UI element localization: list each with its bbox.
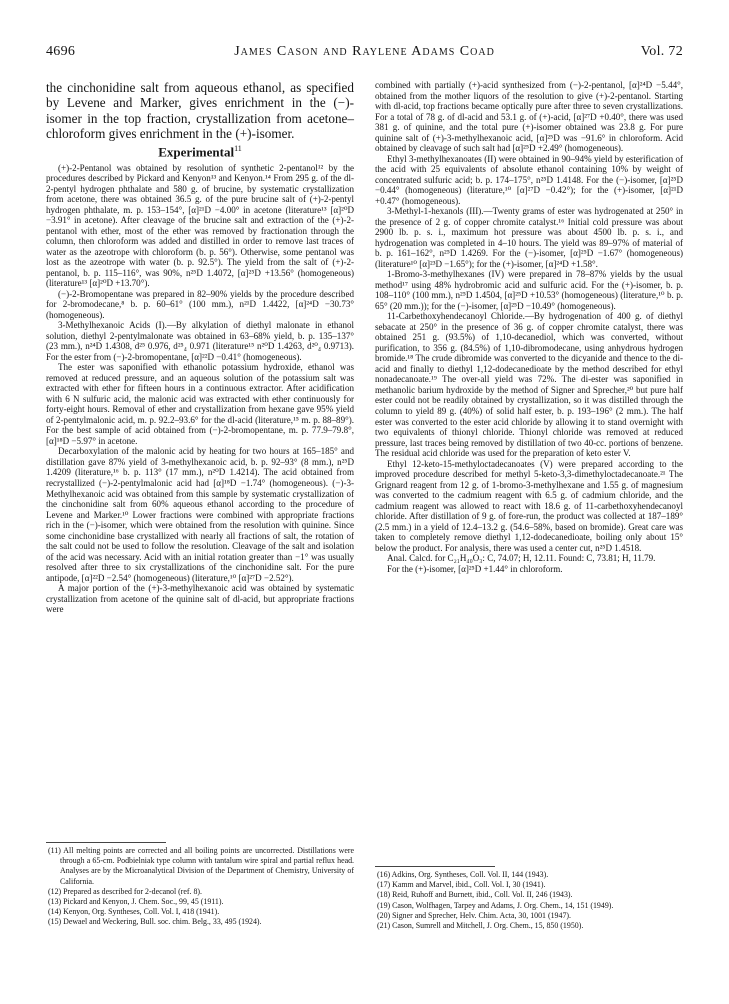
analysis-line: Anal. Calcd. for C₂₁H₄₀O₃: C, 74.07; H, 12.11. Found: C, 73.81; H, 11.79. [387, 553, 656, 564]
paragraph: Decarboxylation of the malonic acid by heating for two hours at 165–185° and distillation gave 87% yield of 3-methylhexanoic acid, b. p. 92–93° (8 mm.), n²⁵D 1.4209 (literature,¹⁶ b. p. 113° (17 mm.), n²⁰D 1.4214). The acid obtained from recrystallized (−)-2-pentylmalonic acid had [α]¹⁸D −1.74° (homogeneous). (−)-3-Methylhexanoic acid was obtained from this sample by systematic crystallization of the cinchonidine salt from 60% aqueous ethanol according to the procedure of Levene and Marker.¹⁰ Lower fractions were combined with appropriate fractions rich in the (−)-isomer, which were obtained from the resolution with quinine. Since some cinchonidine base crystallized with nearly all fractions of salt, the rotation of the salt could not be used to follow the resolution. Cleavage of the salt and isolation of the acid was necessary. Acid with an initial rotation greater than −1° was usually resolved after three to six crystallizations of the cinchonidine salt. For the pure antipode, [α]²²D −2.54° (homogeneous) (literature,¹⁰ [α]²⁷D −2.52°). [46, 446, 354, 583]
paragraph: (−)-2-Bromopentane was prepared in 82–90% yields by the procedure described for 2-bromodecane,⁸ b. p. 60–61° (100 mm.), n²¹D 1.4422, [α]²⁴D −30.73° (homogeneous). [46, 288, 354, 320]
paragraph: (+)-2-Pentanol was obtained by resolution of synthetic 2-pentanol¹² by the procedures described by Pickard and Kenyon¹³ and Kenyon.¹⁴ From 295 g. of the dl-2-pentyl hydrogen phthalate and 580 g. of brucine, by systematic crystallization from acetone, there was obtained 36.5 g. of the pure brucine salt of (+)-2-pentyl hydrogen phthalate, m. p. 153–154°, [α]²¹D −4.00° in acetone (literature¹³ [α]²⁰D −3.91° in acetone). After cleavage of the brucine salt and extraction of the (+)-2-pentanol with ether, most of the ether was removed by fractionation through the column, then chloroform was added and distilled in order to remove last traces of water as the azeotrope with chloroform (b. p. 56°). Otherwise, some pentanol was lost as the azeotrope with water (b. p. 92.5°). The yield from the salt of (+)-2-pentanol, b. p. 115–116°, was 90%, n²⁵D 1.4072, [α]²⁵D +13.56° (homogeneous) (literature¹³ [α]²⁰D +13.70°). [46, 162, 354, 289]
paragraph: combined with partially (+)-acid synthesized from (−)-2-pentanol, [α]²⁴D −5.44°, obtained from the mother liquors of the resolution to give (+)-2-pentanol. Starting with dl-acid, top fractions became optically pure after three to seven crystallizations. For a total of 78 g. of dl-acid and 53.1 g. of (+)-acid, [α]²⁷D +0.40°, there was used 381 g. of quinine, and the total pure (+)-isomer obtained was 23.8 g. For pure quinine salt of (+)-3-methylhexanoic acid, [α]²⁵D was −91.6° in chloroform. Acid obtained by cleavage of such salt had [α]²⁵D +2.49° (homogeneous). [375, 80, 683, 154]
paragraph: Ethyl 3-methylhexanoates (II) were obtained in 90–94% yield by esterification of the acid with 25 equivalents of absolute ethanol containing 10% by weight of concentrated sulfuric acid; b. p. 174–175°, n²⁵D 1.4148. For the (−)-isomer, [α]²⁵D −0.44° (homogeneous) (literature,¹⁰ [α]²⁷D −0.42°); for the (+)-isomer, [α]²¹D +0.47° (homogeneous). [375, 153, 683, 206]
footnote: (18) Reid, Ruhoff and Burnett, ibid., Coll. Vol. II, 246 (1943). [377, 890, 573, 900]
paragraph: 3-Methyl-1-hexanols (III).—Twenty grams of ester was hydrogenated at 250° in the presence of 2 g. of copper chromite catalyst.¹⁶ Initial cold pressure was about 2900 lb. p. s. i., maximum hot pressure was about 4500 lb. p. s. i., and hydrogenation was completed in 4–10 hours. The yield was 89–97% of material of b. p. 161–162°, n²⁵D 1.4269. For the (−)-isomer, [α]²⁵D −1.67° (homogeneous) (literature¹⁰ [α]²³D −1.65°); for the (+)-isomer, [α]²⁴D +1.58°. [375, 206, 683, 269]
right-column [375, 80, 683, 574]
footnote: (13) Pickard and Kenyon, J. Chem. Soc., 99, 45 (1911). [48, 897, 224, 907]
footnotes-left [46, 838, 354, 928]
paragraph: A major portion of the (+)-3-methylhexanoic acid was obtained by systematic crystallization from acetone of the quinine salt of dl-acid, but appropriate fractions were [46, 583, 354, 615]
section-heading-text: Experimental [158, 144, 235, 160]
footnote: (11) All melting points are corrected and all boiling points are uncorrected. Distillations were through a 65-cm. Podbielniak type column with tantalum wire spiral and partial reflux head. Analyses are by the Microanalytical Division of the Department of Chemistry, University of California. [48, 846, 354, 886]
intro-paragraph: the cinchonidine salt from aqueous ethanol, as specified by Levene and Marker, gives enrichment in the (−)-isomer in the top fraction, crystallization from acetone–chloroform gives enrichment in the (+)-isomer. [46, 80, 354, 141]
footnote: (14) Kenyon, Org. Syntheses, Coll. Vol. I, 418 (1941). [48, 907, 220, 917]
running-header [46, 44, 683, 64]
footnote: (16) Adkins, Org. Syntheses, Coll. Vol. II, 144 (1943). [377, 870, 549, 879]
paragraph: Ethyl 12-keto-15-methyloctadecanoates (V) were prepared according to the improved procedure described for methyl 5-keto-3,3-dimethyloctadecanoate.²¹ The Grignard reagent from 12 g. of 1-bromo-3-methylhexane and 1.55 g. of magnesium was converted to the cadmium reagent with 6.5 g. of cadmium chloride, and the cadmium reagent was allowed to react with 18.6 g. of 11-carbethoxyhendecanoyl chloride. After distillation of 9 g. of fore-run, the product was collected at 187–189° (2.5 mm.) in a yield of 12.4–13.2 g. (54.6–58%, based on bromide). Great care was taken to completely remove diethyl 1,12-dodecanedioate, boiling only about 15° below the product. For analysis, there was used a center cut, n²⁵D 1.4518. [375, 458, 683, 553]
footnote: (17) Kamm and Marvel, ibid., Coll. Vol. I, 30 (1941). [377, 880, 546, 890]
paragraph: 1-Bromo-3-methylhexanes (IV) were prepared in 78–87% yields by the usual method¹⁷ using 48% hydrobromic acid and sulfuric acid. For the (+)-isomer, b. p. 108–110° (100 mm.), n²⁵D 1.4504, [α]²⁵D +10.53° (homogeneous) (literature,¹⁰ b. p. 65° (20 mm.)); for the (−)-isomer, [α]²⁵D −10.49° (homogeneous). [375, 269, 683, 311]
footnotes-right [375, 862, 683, 931]
paragraph: 11-Carbethoxyhendecanoyl Chloride.—By hydrogenation of 400 g. of diethyl sebacate at 250° in the presence of 36 g. of copper chromite catalyst, there was obtained 251 g. (93.5%) of 1,10-decanediol, which was converted, without purification, to 356 g. (84.5%) of 1,10-dibromodecane, using anhydrous hydrogen bromide.¹⁸ The crude dibromide was converted to the dicyanide and thence to the di-acid and finally to diethyl 1,12-dodecanedioate by the method described for ethyl nonadecanoate.¹⁹ The over-all yield was 72%. The di-ester was saponified in methanolic barium hydroxide by the method of Signer and Sprecher,²⁰ but pure half ester could not be readily obtained by crystallization, so it was distilled through the column to yield 89 g. (40%) of solid half ester, b. p. 193–196° (2 mm.). The half ester was converted to the ester acid chloride by allowing it to stand overnight with two equivalents of thionyl chloride. Thionyl chloride was removed at reduced pressure, last traces being removed by distillation of two 40-cc. portions of benzene. The residual acid chloride was used for the preparation of keto ester V. [375, 311, 683, 459]
footnote-divider [375, 866, 495, 867]
footnote: (19) Cason, Wolfhagen, Tarpey and Adams, J. Org. Chem., 14, 151 (1949). [377, 900, 614, 910]
section-heading [46, 144, 354, 160]
page-number: 4696 [46, 44, 76, 59]
running-title: James Cason and Raylene Adams Coad [234, 44, 495, 59]
paragraph: 3-Methylhexanoic Acids (I).—By alkylation of diethyl malonate in ethanol solution, diethyl 2-pentylmalonate was obtained in 63–68% yield, b. p. 135–137° (23 mm.), n²⁴D 1.4308, d²⁵ 0.976, d²⁵₄ 0.971 (literature¹⁵ n²⁰D 1.4263, d²⁰₄ 0.9713). For the ester from (−)-2-bromopentane, [α]²²D −0.41° (homogeneous). [46, 320, 354, 362]
footnote-divider [46, 842, 166, 843]
volume-label: Vol. 72 [640, 44, 683, 59]
rotation-line: For the (+)-isomer, [α]²⁵D +1.44° in chloroform. [387, 563, 563, 574]
footnote: (21) Cason, Sumrell and Mitchell, J. Org. Chem., 15, 850 (1950). [377, 921, 584, 931]
footnote: (15) Dewael and Weckering, Bull. soc. chim. Belg., 33, 495 (1924). [48, 917, 262, 927]
paragraph: The ester was saponified with ethanolic potassium hydroxide, ethanol was removed at reduced pressure, and an aqueous solution of the potassium salt was extracted with ether for fifteen hours in a continuous extractor. After acidification with 6 N sulfuric acid, the malonic acid was extracted with ether continuously for forty-eight hours. Removal of ether and crystallization from hexane gave 95% yield of 2-pentylmalonic acid, m. p. 92.2–93.6° for the dl-acid (literature,¹⁵ m. p. 88–89°). For the best sample of acid obtained from (−)-2-bromopentane, m. p. 77.9–79.8°, [α]¹⁸D −5.97° in acetone. [46, 362, 354, 446]
footnote: (12) Prepared as described for 2-decanol (ref. 8). [48, 886, 203, 896]
footnote: (20) Signer and Sprecher, Helv. Chim. Acta, 30, 1001 (1947). [377, 910, 571, 920]
section-footnote-ref: 11 [234, 144, 242, 154]
left-column [46, 80, 354, 615]
